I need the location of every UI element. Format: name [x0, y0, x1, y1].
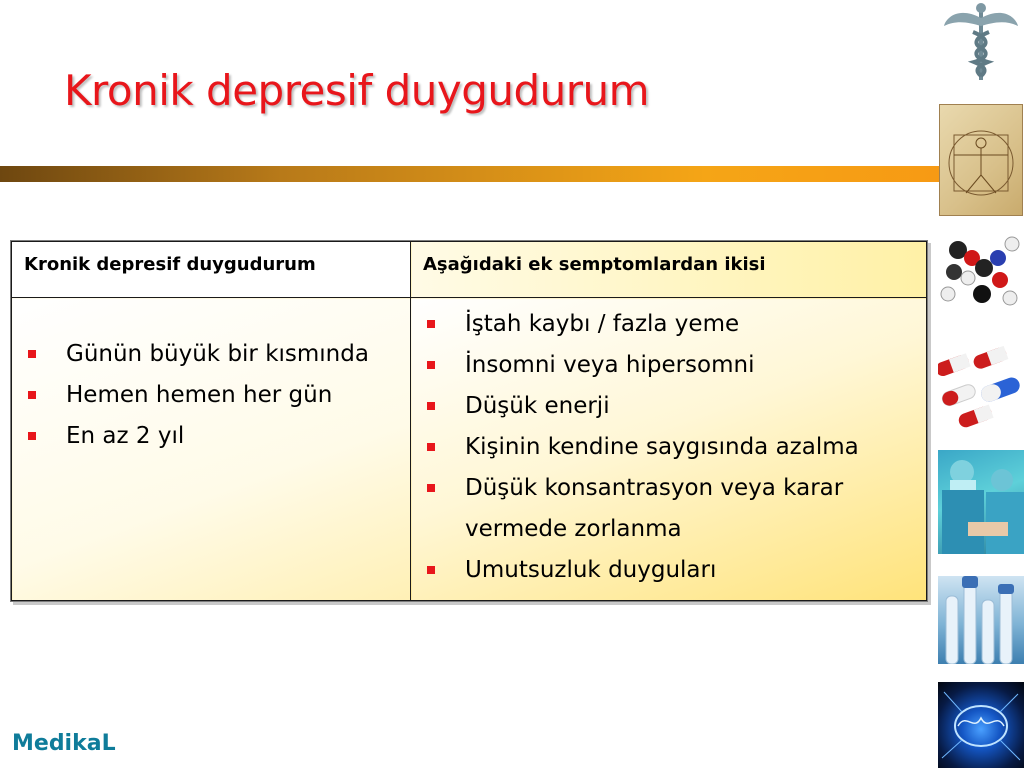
list-item: En az 2 yıl [12, 416, 402, 457]
slide-title: Kronik depresif duygudurum [64, 66, 650, 115]
pills-image [938, 340, 1024, 432]
title-divider-bar [0, 166, 940, 182]
list-item: Kişinin kendine saygısında azalma [411, 427, 918, 468]
surgeons-image [938, 450, 1024, 554]
table-header-col2: Aşağıdaki ek semptomlardan ikisi [411, 242, 927, 298]
test-tubes-image [938, 576, 1024, 664]
table-cell-col2 [411, 298, 927, 601]
criteria-table [10, 240, 928, 602]
list-item: Günün büyük bir kısmında [12, 334, 402, 375]
brand-logo-text: MedikaL [12, 731, 116, 756]
list-item: Düşük enerji [411, 386, 918, 427]
list-item: İnsomni veya hipersomni [411, 345, 918, 386]
symptom-list [411, 298, 926, 591]
brain-image [938, 682, 1024, 768]
square-bullet-icon [28, 432, 36, 440]
square-bullet-icon [427, 566, 435, 574]
list-item: İştah kaybı / fazla yeme [411, 304, 918, 345]
caduceus-image [938, 0, 1024, 86]
square-bullet-icon [427, 320, 435, 328]
square-bullet-icon [427, 402, 435, 410]
table-header-col1: Kronik depresif duygudurum [12, 242, 411, 298]
list-item: Düşük konsantrasyon veya karar vermede zorlanma [411, 468, 918, 550]
square-bullet-icon [28, 350, 36, 358]
square-bullet-icon [427, 484, 435, 492]
mood-criteria-list [12, 298, 410, 457]
list-item: Hemen hemen her gün [12, 375, 402, 416]
molecule-image [938, 228, 1024, 316]
list-item: Umutsuzluk duyguları [411, 550, 918, 591]
square-bullet-icon [427, 443, 435, 451]
square-bullet-icon [427, 361, 435, 369]
vitruvian-man-image [939, 104, 1023, 216]
table-cell-col1 [12, 298, 411, 601]
square-bullet-icon [28, 391, 36, 399]
